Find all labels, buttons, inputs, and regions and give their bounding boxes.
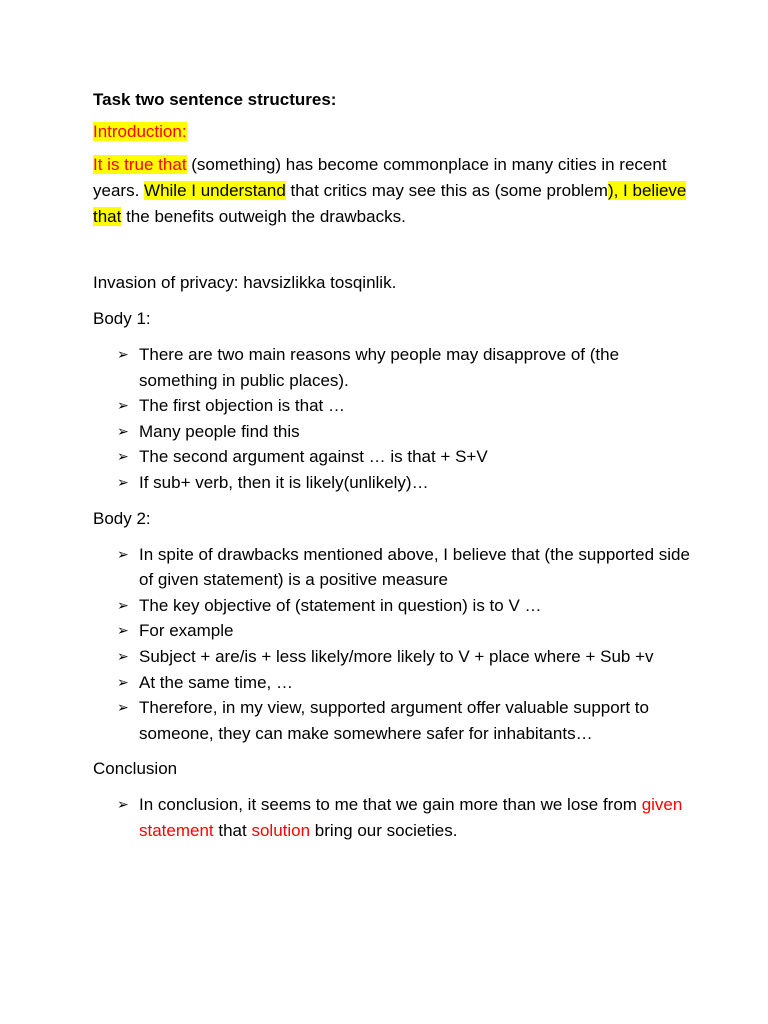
arrowhead-bullet-icon: ➢	[117, 596, 129, 613]
arrowhead-bullet-icon: ➢	[117, 397, 129, 414]
list-item: ➢ For example	[93, 618, 693, 644]
body1-list	[93, 342, 693, 496]
list-item: ➢ Therefore, in my view, supported argument offer valuable support to someone, they can make somewhere safer for inhabitants…	[93, 695, 693, 746]
arrowhead-bullet-icon: ➢	[117, 699, 129, 716]
list-item: ➢ The key objective of (statement in question) is to V …	[93, 593, 693, 619]
intro-text-3: the benefits outweigh the drawbacks.	[121, 207, 406, 226]
body1-heading: Body 1:	[93, 309, 151, 328]
document-body	[93, 88, 693, 854]
arrowhead-bullet-icon: ➢	[117, 448, 129, 465]
intro-phrase-3: ), I believe that	[93, 181, 687, 226]
list-item: ➢ Subject + are/is + less likely/more likely to V + place where + Sub +v	[93, 644, 693, 670]
list-item: ➢ In spite of drawbacks mentioned above, I believe that (the supported side of given statement) is a positive measure	[93, 542, 693, 593]
arrowhead-bullet-icon: ➢	[117, 422, 129, 439]
list-item: ➢ If sub+ verb, then it is likely(unlikely)…	[93, 470, 693, 496]
intro-heading-text: Introduction:	[93, 122, 187, 141]
document-title: Task two sentence structures:	[93, 90, 337, 109]
body2-list	[93, 542, 693, 747]
intro-text-2: that critics may see this as (some problem	[285, 181, 608, 200]
arrowhead-bullet-icon: ➢	[117, 622, 129, 639]
intro-heading	[93, 120, 693, 144]
conclusion-red-phrase-2: solution	[251, 820, 311, 840]
list-item: ➢ The second argument against … is that + S+V	[93, 444, 693, 470]
list-item: ➢ At the same time, …	[93, 670, 693, 696]
list-item: ➢ There are two main reasons why people may disapprove of (the something in public places).	[93, 342, 693, 393]
arrowhead-bullet-icon: ➢	[117, 473, 129, 490]
conclusion-red-phrase-1: given statement	[139, 795, 683, 840]
body2-heading: Body 2:	[93, 508, 151, 528]
privacy-line: Invasion of privacy: havsizlikka tosqinlik.	[93, 273, 397, 292]
arrowhead-bullet-icon: ➢	[117, 346, 129, 362]
arrowhead-bullet-icon: ➢	[117, 545, 129, 562]
intro-text-1: (something) has become commonplace in many cities in recent years.	[93, 155, 667, 200]
intro-phrase-2: While I understand	[144, 181, 286, 200]
arrowhead-bullet-icon: ➢	[117, 647, 129, 664]
conclusion-heading: Conclusion	[93, 759, 178, 779]
intro-paragraph	[93, 152, 693, 230]
list-item: ➢ In conclusion, it seems to me that we gain more than we lose from given statement that solution bring our societies.	[93, 792, 693, 843]
arrowhead-bullet-icon: ➢	[117, 796, 129, 813]
intro-phrase-1: It is true that	[93, 155, 187, 174]
list-item: ➢ Many people find this	[93, 419, 693, 445]
arrowhead-bullet-icon: ➢	[117, 673, 129, 690]
list-item: ➢ The first objection is that …	[93, 393, 693, 419]
conclusion-list	[93, 792, 693, 843]
